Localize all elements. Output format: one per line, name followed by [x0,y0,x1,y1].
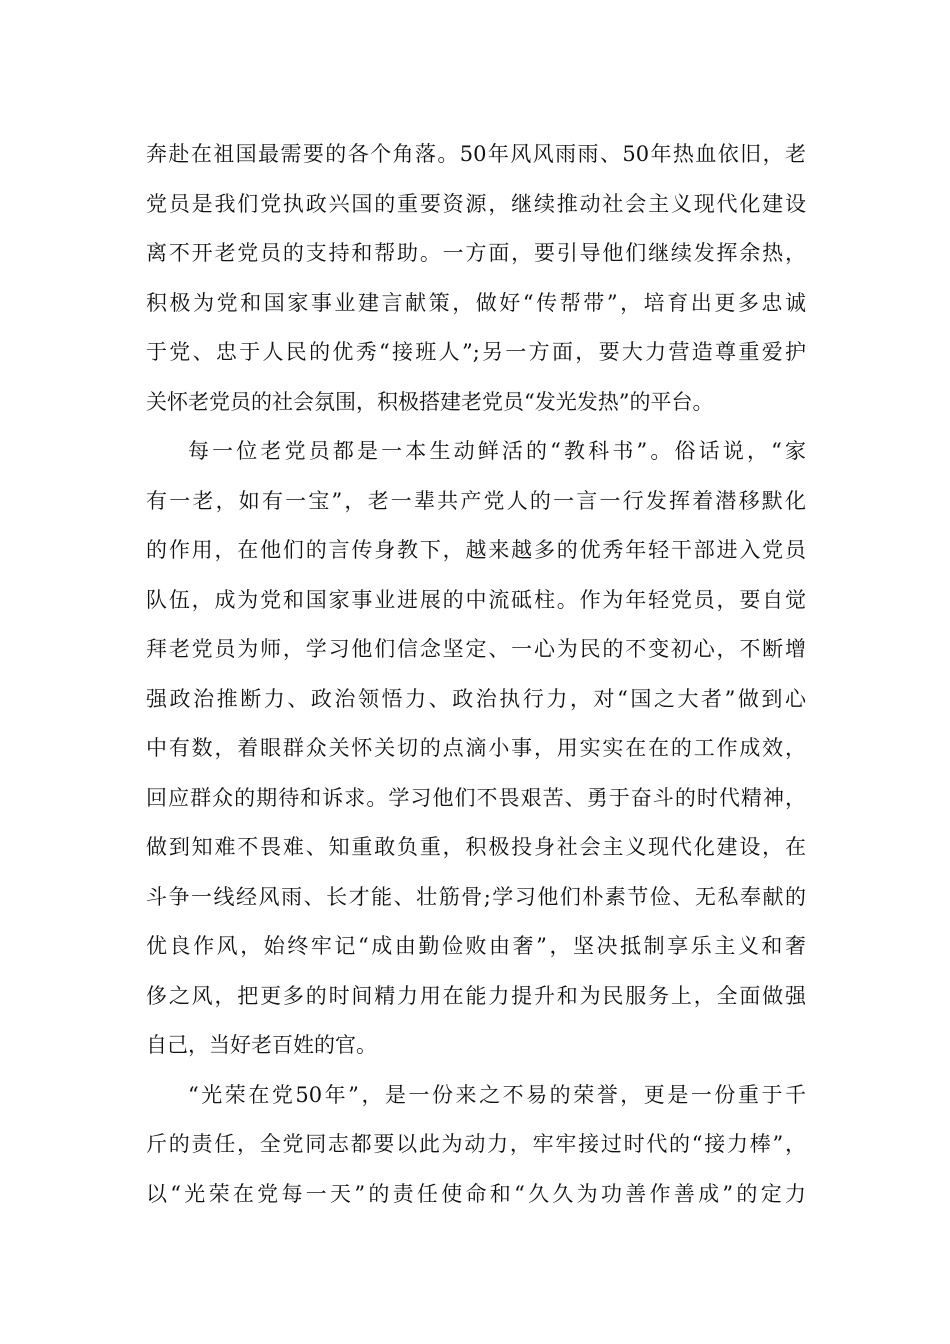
p2-line-13: 自己，当好老百姓的官。 [146,1033,377,1057]
p1-line-1: 奔赴在祖国最需要的各个角落。50年风风雨雨、50年热血依旧，老 [146,142,806,166]
p2-line-3: 的作用，在他们的言传身教下，越来越多的优秀年轻干部进入党员 [146,538,806,562]
p2-line-6: 强政治推断力、政治领悟力、政治执行力，对“国之大者”做到心 [146,686,806,711]
p1-line-5: 于党、忠于人民的优秀“接班人”;另一方面，要大力营造尊重爱护 [146,340,806,364]
p2-line-5: 拜老党员为师，学习他们信念坚定、一心为民的不变初心，不断增 [146,637,806,661]
p2-line-2: 有一老，如有一宝”，老一辈共产党人的一言一行发挥着潜移默化 [146,488,806,513]
p3-line-1: “光荣在党50年”，是一份来之不易的荣誉，更是一份重于千 [188,1082,806,1107]
p1-line-4: 积极为党和国家事业建言献策，做好“传帮带”，培育出更多忠诚 [146,290,806,315]
p2-line-11: 优良作风，始终牢记“成由勤俭败由奢”，坚决抵制享乐主义和奢 [146,934,806,958]
p2-line-7: 中有数，着眼群众关怀关切的点滴小事，用实实在在的工作成效， [146,736,806,760]
p2-line-8: 回应群众的期待和诉求。学习他们不畏艰苦、勇于奋斗的时代精神， [146,785,806,810]
p3-line-3: 以“光荣在党每一天”的责任使命和“久久为功善作善成”的定力 [146,1181,806,1206]
p1-line-2: 党员是我们党执政兴国的重要资源，继续推动社会主义现代化建设 [146,191,806,216]
p1-line-6: 关怀老党员的社会氛围，积极搭建老党员“发光发热”的平台。 [146,389,714,414]
p2-line-4: 队伍，成为党和国家事业进展的中流砥柱。作为年轻党员，要自觉 [146,587,806,612]
p1-line-3: 离不开老党员的支持和帮助。一方面，要引导他们继续发挥余热， [146,241,806,265]
p2-line-1: 每一位老党员都是一本生动鲜活的“教科书”。俗话说，“家 [188,439,806,463]
p2-line-12: 侈之风，把更多的时间精力用在能力提升和为民服务上，全面做强 [146,983,806,1008]
p3-line-2: 斤的责任，全党同志都要以此为动力，牢牢接过时代的“接力棒”， [146,1132,806,1156]
document-body [146,130,806,1219]
p2-line-10: 斗争一线经风雨、长才能、壮筋骨;学习他们朴素节俭、无私奉献的 [146,884,806,909]
p2-line-9: 做到知难不畏难、知重敢负重，积极投身社会主义现代化建设，在 [146,835,806,859]
